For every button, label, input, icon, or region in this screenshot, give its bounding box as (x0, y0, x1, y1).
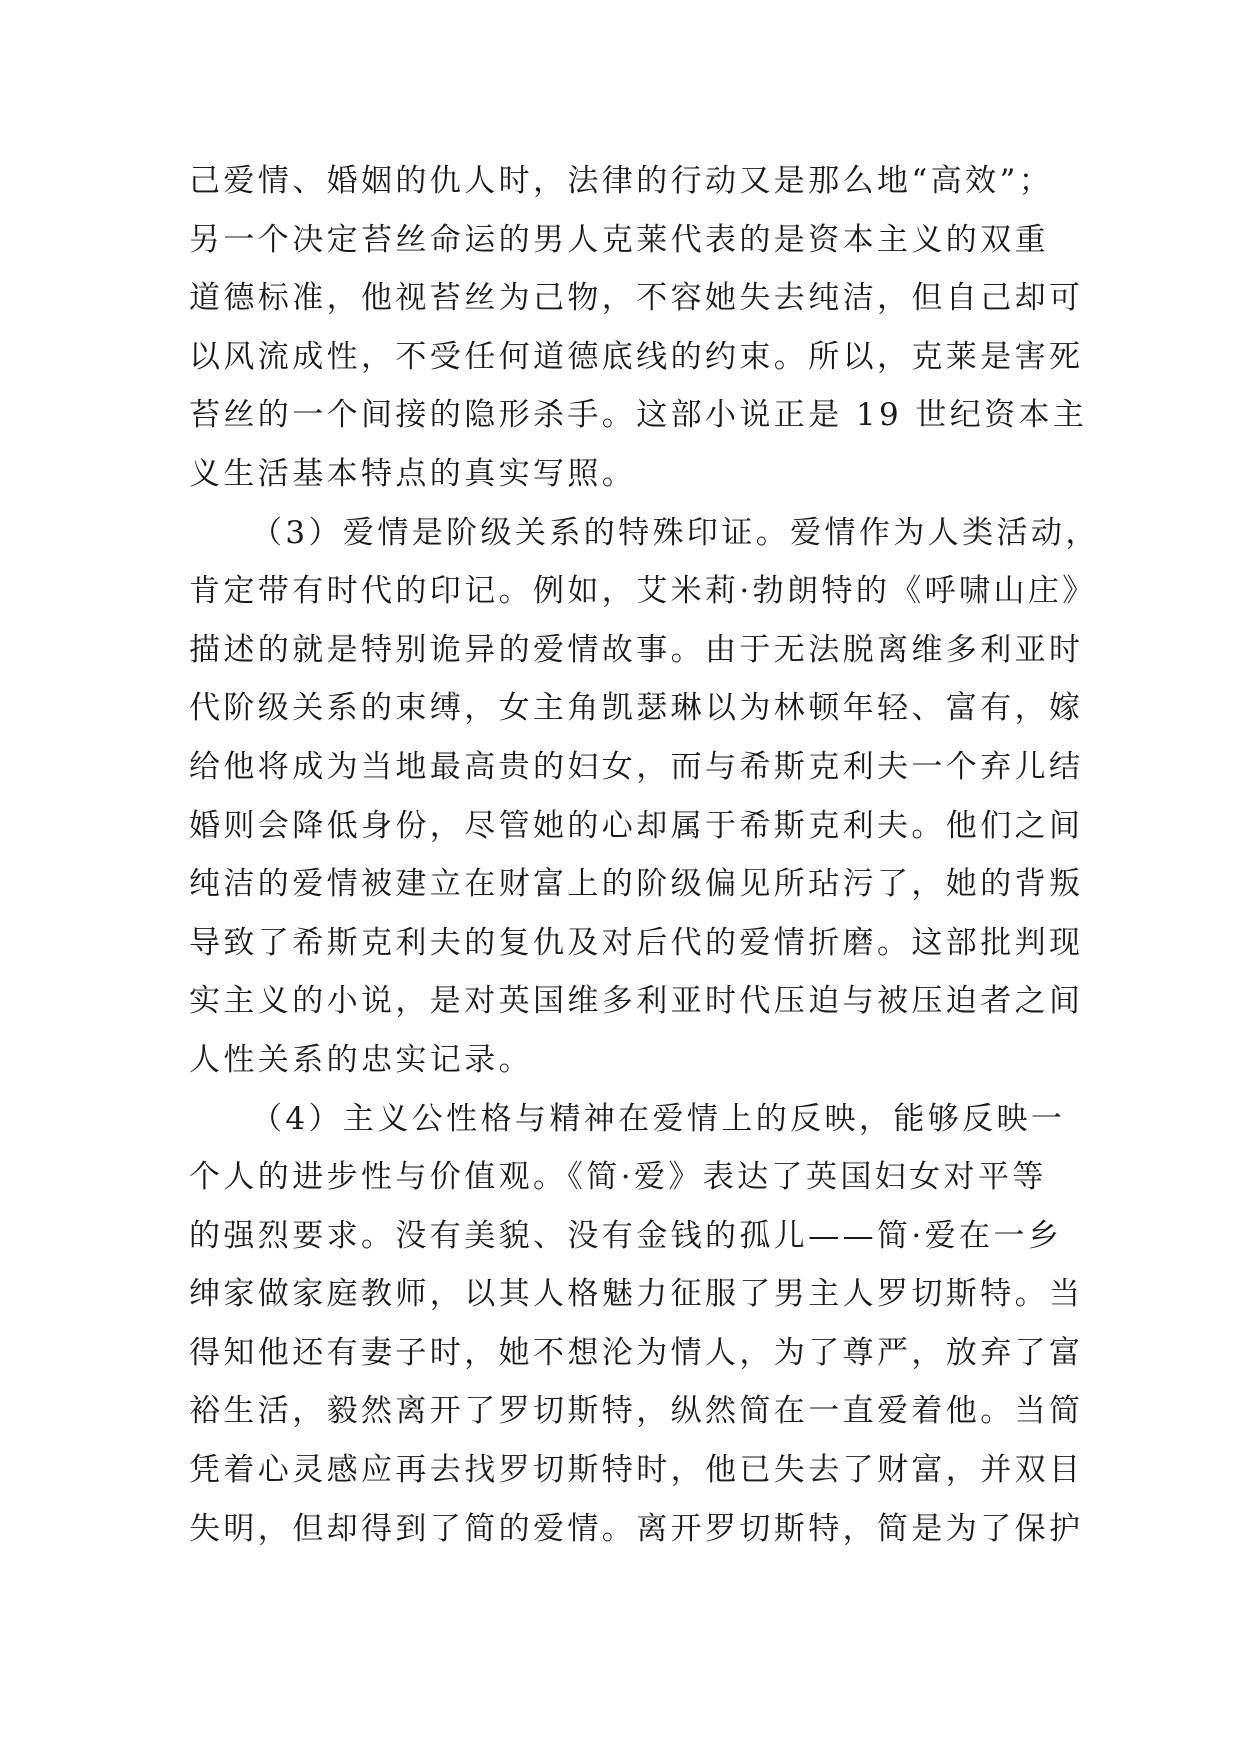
text-line: 得知他还有妻子时，她不想沦为情人，为了尊严，放弃了富 (189, 1334, 1084, 1371)
text-line: 实主义的小说，是对英国维多利亚时代压迫与被压迫者之间 (189, 983, 1084, 1020)
paragraph-first-line: （4）主义公性格与精神在爱情上的反映，能够反映一 (251, 1100, 1066, 1137)
text-line: 裕生活，毅然离开了罗切斯特，纵然简在一直爱着他。当简 (189, 1393, 1084, 1430)
text-line: 己爱情、婚姻的仇人时，法律的行动又是那么地“高效”； (189, 163, 1054, 199)
text-line: 代阶级关系的束缚，女主角凯瑟琳以为林顿年轻、富有，嫁 (189, 690, 1084, 727)
text-line: 纯洁的爱情被建立在财富上的阶级偏见所玷污了，她的背叛 (189, 866, 1084, 903)
text-line: 的强烈要求。没有美貌、没有金钱的孤儿——简·爱在一乡 (189, 1217, 1063, 1254)
text-line: 导致了希斯克利夫的复仇及对后代的爱情折磨。这部批判现 (189, 924, 1084, 961)
body-text (189, 152, 1100, 1558)
text-line: 婚则会降低身份，尽管她的心却属于希斯克利夫。他们之间 (189, 807, 1084, 844)
text-line: 道德标准，他视苔丝为己物，不容她失去纯洁，但自己却可 (189, 280, 1084, 317)
text-line: 义生活基本特点的真实写照。 (189, 455, 637, 492)
text-line: 失明，但却得到了简的爱情。离开罗切斯特，简是为了保护 (189, 1510, 1084, 1547)
text-line: 人性关系的忠实记录。 (189, 1041, 533, 1078)
text-line: 个人的进步性与价值观。《简·爱》表达了英国妇女对平等 (189, 1159, 1047, 1196)
text-line: 凭着心灵感应再去找罗切斯特时，他已失去了财富，并双目 (189, 1452, 1084, 1489)
text-line: 给他将成为当地最高贵的妇女，而与希斯克利夫一个弃儿结 (189, 748, 1084, 785)
text-line: 描述的就是特别诡异的爱情故事。由于无法脱离维多利亚时 (189, 631, 1084, 668)
paragraph-first-line: （3）爱情是阶级关系的特殊印证。爱情作为人类活动， (251, 514, 1100, 551)
text-line: 另一个决定苔丝命运的男人克莱代表的是资本主义的双重 (189, 221, 1049, 258)
text-line: 以风流成性，不受任何道德底线的约束。所以，克莱是害死 (189, 338, 1084, 375)
text-line: 绅家做家庭教师，以其人格魅力征服了男主人罗切斯特。当 (189, 1276, 1084, 1313)
text-line: 苔丝的一个间接的隐形杀手。这部小说正是 19 世纪资本主 (189, 397, 1088, 434)
text-line: 肯定带有时代的印记。例如，艾米莉·勃朗特的《呼啸山庄》 (189, 573, 1097, 610)
